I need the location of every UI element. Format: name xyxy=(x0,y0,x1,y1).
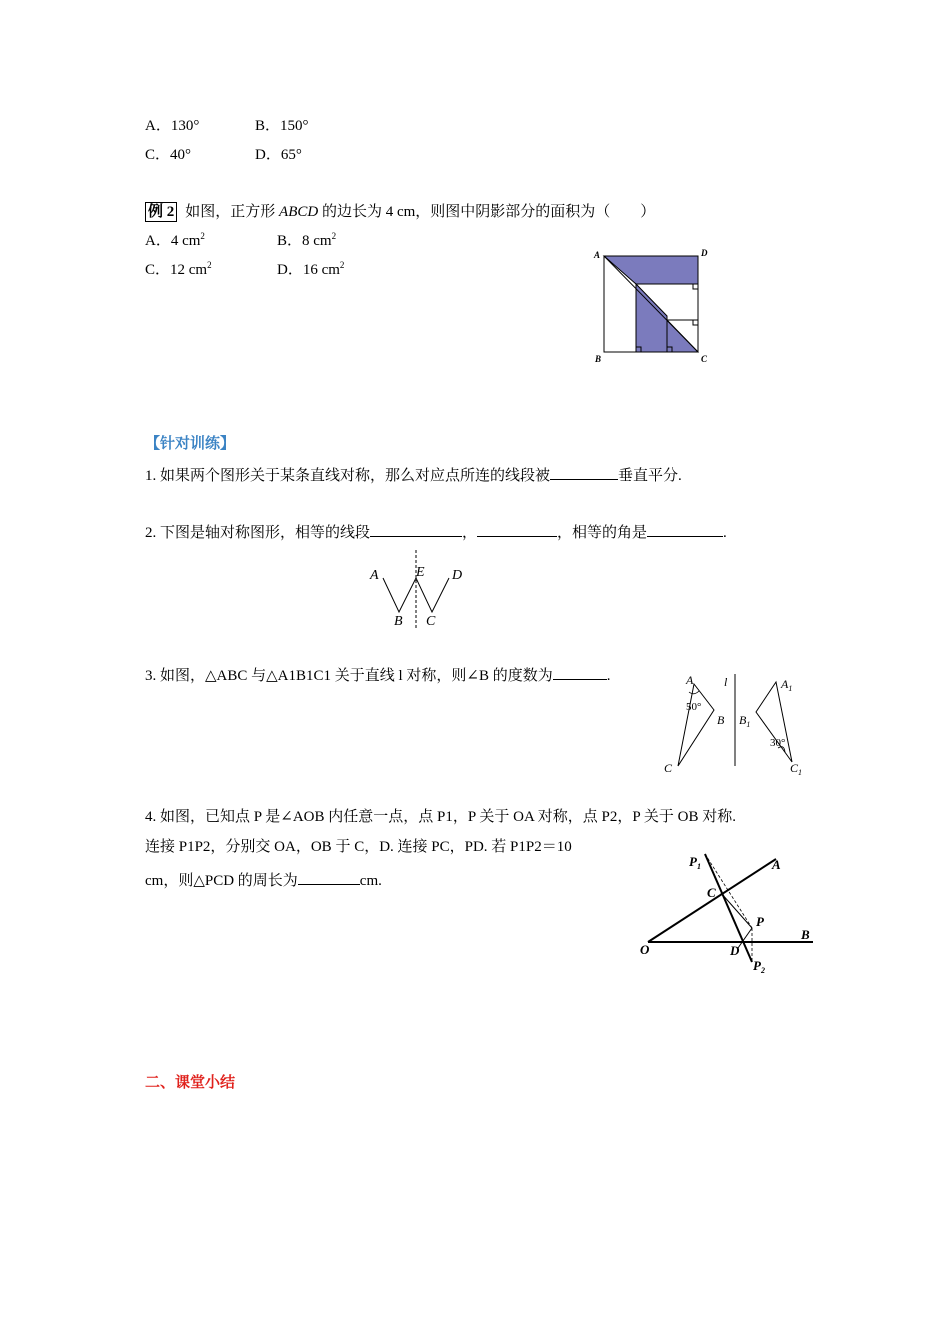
blank-2a[interactable] xyxy=(370,521,462,537)
question-2: 2. 下图是轴对称图形，相等的线段 ， ，相等的角是 . xyxy=(145,521,727,543)
example-tag: 例 2 xyxy=(145,202,177,222)
label-C: C xyxy=(701,354,708,364)
triangle-abc xyxy=(678,684,714,766)
angle-50: 50° xyxy=(686,701,702,713)
label-B: B xyxy=(595,354,602,364)
practice-heading: 【针对训练】 xyxy=(145,434,236,452)
label-B: B xyxy=(801,927,810,942)
question-4-line1: 4. 如图，已知点 P 是∠AOB 内任意一点，点 P1，P 关于 OA 对称，点 P2，P 关于 OB 对称. xyxy=(145,809,736,825)
summary-heading: 二、课堂小结 xyxy=(145,1073,236,1091)
angle-aob-figure xyxy=(635,846,820,978)
triangles-figure xyxy=(660,668,810,780)
triangle-a1b1c1 xyxy=(756,682,792,762)
blank-1[interactable] xyxy=(550,464,618,480)
label-C: C xyxy=(664,761,673,775)
segment-p1p2 xyxy=(705,854,752,962)
label-D: D xyxy=(452,568,463,583)
label-A: A xyxy=(772,857,781,872)
label-C: C xyxy=(426,614,436,629)
label-B: B xyxy=(394,614,403,629)
label-P2: $P_2$ xyxy=(753,958,765,975)
example2-option-a: A．4 $cm^2$ xyxy=(145,231,205,249)
label-P: P xyxy=(756,914,764,929)
blank-2b[interactable] xyxy=(477,521,557,537)
question-4-line3: cm，则△PCD 的周长为 cm. xyxy=(145,869,382,891)
label-B1: $B_1$ xyxy=(739,713,751,729)
label-A1: $A_1$ xyxy=(781,677,793,693)
question-1: 1. 如果两个图形关于某条直线对称，那么对应点所连的线段被 垂直平分. xyxy=(145,464,682,486)
label-O: O xyxy=(640,942,650,957)
label-E: E xyxy=(416,565,425,580)
question-4-line2: 连接 P1P2，分别交 OA，OB 于 C，D. 连接 PC，PD. 若 P1P2＝10 xyxy=(145,839,572,855)
angle-30: 30° xyxy=(770,737,786,749)
prev-option-c: C．40° xyxy=(145,147,192,163)
example2-option-c: C．12 $cm^2$ xyxy=(145,260,212,278)
blank-3[interactable] xyxy=(553,664,607,680)
square-shaded-figure xyxy=(592,244,716,368)
label-D: D xyxy=(701,248,708,258)
label-A: A xyxy=(594,250,601,260)
prev-option-d: D．65° xyxy=(255,147,302,163)
blank-4[interactable] xyxy=(298,869,360,885)
label-l: l xyxy=(724,675,728,689)
blank-2c[interactable] xyxy=(647,521,723,537)
label-P1: $P_1$ xyxy=(689,854,701,871)
question-3: 3. 如图，△ABC 与△A1B1C1 关于直线 l 对称，则∠B 的度数为 . xyxy=(145,664,611,686)
label-B: B xyxy=(717,713,725,727)
label-A: A xyxy=(370,568,379,583)
shaded-left-region xyxy=(636,284,667,352)
example2-option-b: B．8 $cm^2$ xyxy=(277,231,337,249)
w-shape-figure xyxy=(365,548,475,632)
prev-option-a: A．130° xyxy=(145,118,200,134)
example2-question: 例 2 如图，正方形 ABCD 的边长为 4 cm，则图中阴影部分的面积为（ ） xyxy=(145,202,655,222)
label-C: C xyxy=(707,885,716,900)
label-A: A xyxy=(686,673,694,687)
prev-option-b: B．150° xyxy=(255,118,309,134)
example2-option-d: D．16 $cm^2$ xyxy=(277,260,345,278)
label-D: D xyxy=(730,943,740,958)
label-C1: $C_1$ xyxy=(790,761,803,777)
